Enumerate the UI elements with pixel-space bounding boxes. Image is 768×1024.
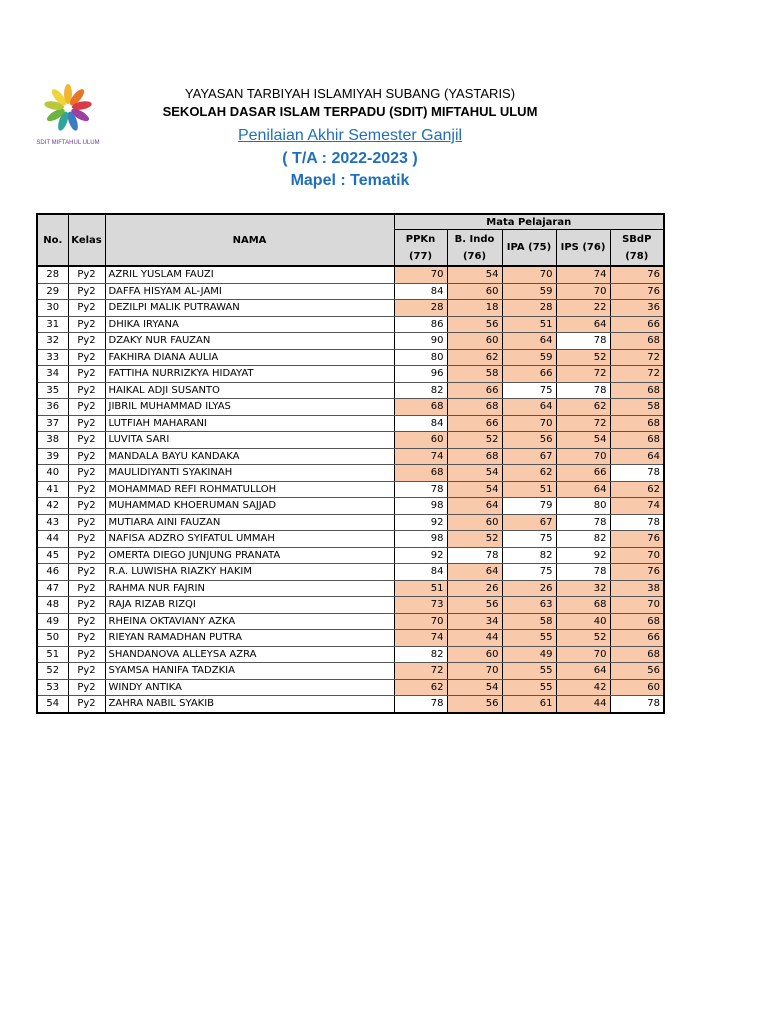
table-row <box>37 415 664 432</box>
row-kelas: Py2 <box>68 300 105 317</box>
score-ips: 78 <box>556 564 610 581</box>
score-ips: 52 <box>556 349 610 366</box>
score-ipa: 62 <box>502 465 556 482</box>
table-row <box>37 382 664 399</box>
row-no: 51 <box>37 646 68 663</box>
row-nama: RAHMA NUR FAJRIN <box>105 580 394 597</box>
report-title: Penilaian Akhir Semester Ganjil <box>237 127 463 144</box>
table-row <box>37 514 664 531</box>
row-nama: SHANDANOVA ALLEYSA AZRA <box>105 646 394 663</box>
score-ppkn: 51 <box>394 580 447 597</box>
row-no: 37 <box>37 415 68 432</box>
score-ipa: 59 <box>502 283 556 300</box>
score-ips: 22 <box>556 300 610 317</box>
row-nama: NAFISA ADZRO SYIFATUL UMMAH <box>105 531 394 548</box>
table-row <box>37 283 664 300</box>
score-ppkn: 84 <box>394 283 447 300</box>
score-sbdp: 36 <box>610 300 664 317</box>
row-kelas: Py2 <box>68 663 105 680</box>
row-no: 46 <box>37 564 68 581</box>
table-row <box>37 580 664 597</box>
row-nama: RHEINA OKTAVIANY AZKA <box>105 613 394 630</box>
score-ips: 78 <box>556 514 610 531</box>
row-nama: ZAHRA NABIL SYAKIB <box>105 696 394 713</box>
score-bindo: 54 <box>447 679 502 696</box>
table-row <box>37 349 664 366</box>
score-sbdp: 68 <box>610 613 664 630</box>
score-ips: 64 <box>556 663 610 680</box>
row-nama: MANDALA BAYU KANDAKA <box>105 448 394 465</box>
score-ipa: 58 <box>502 613 556 630</box>
score-ppkn: 68 <box>394 399 447 416</box>
score-ppkn: 90 <box>394 333 447 350</box>
score-sbdp: 58 <box>610 399 664 416</box>
row-kelas: Py2 <box>68 415 105 432</box>
score-sbdp: 66 <box>610 316 664 333</box>
score-ipa: 75 <box>502 382 556 399</box>
score-sbdp: 76 <box>610 266 664 283</box>
score-ipa: 56 <box>502 432 556 449</box>
score-ips: 78 <box>556 333 610 350</box>
table-row <box>37 663 664 680</box>
row-nama: MUTIARA AINI FAUZAN <box>105 514 394 531</box>
table-row <box>37 630 664 647</box>
score-sbdp: 66 <box>610 630 664 647</box>
score-sbdp: 72 <box>610 349 664 366</box>
score-bindo: 52 <box>447 432 502 449</box>
table-row <box>37 465 664 482</box>
table-row <box>37 266 664 283</box>
col-header-ips: IPS (76) <box>556 230 610 267</box>
score-sbdp: 64 <box>610 448 664 465</box>
score-sbdp: 56 <box>610 663 664 680</box>
score-ppkn: 92 <box>394 547 447 564</box>
score-ppkn: 72 <box>394 663 447 680</box>
score-sbdp: 68 <box>610 382 664 399</box>
col-header-ppkn: PPKn (77) <box>394 230 447 267</box>
score-ips: 64 <box>556 316 610 333</box>
row-no: 29 <box>37 283 68 300</box>
score-ipa: 75 <box>502 531 556 548</box>
score-bindo: 68 <box>447 399 502 416</box>
score-ips: 40 <box>556 613 610 630</box>
score-ppkn: 82 <box>394 646 447 663</box>
row-kelas: Py2 <box>68 679 105 696</box>
score-ppkn: 70 <box>394 266 447 283</box>
score-bindo: 60 <box>447 333 502 350</box>
row-no: 44 <box>37 531 68 548</box>
score-sbdp: 68 <box>610 432 664 449</box>
row-kelas: Py2 <box>68 630 105 647</box>
score-bindo: 78 <box>447 547 502 564</box>
score-bindo: 34 <box>447 613 502 630</box>
row-no: 35 <box>37 382 68 399</box>
row-nama: DZAKY NUR FAUZAN <box>105 333 394 350</box>
table-row <box>37 316 664 333</box>
score-bindo: 64 <box>447 498 502 515</box>
score-sbdp: 78 <box>610 514 664 531</box>
score-ppkn: 62 <box>394 679 447 696</box>
row-no: 54 <box>37 696 68 713</box>
score-bindo: 60 <box>447 514 502 531</box>
row-kelas: Py2 <box>68 531 105 548</box>
score-ipa: 28 <box>502 300 556 317</box>
score-ips: 70 <box>556 283 610 300</box>
score-bindo: 64 <box>447 564 502 581</box>
score-ipa: 59 <box>502 349 556 366</box>
col-header-no: No. <box>37 214 68 266</box>
score-ips: 70 <box>556 646 610 663</box>
score-ips: 44 <box>556 696 610 713</box>
score-ipa: 49 <box>502 646 556 663</box>
score-bindo: 60 <box>447 283 502 300</box>
score-sbdp: 62 <box>610 481 664 498</box>
score-sbdp: 68 <box>610 333 664 350</box>
col-header-bindo: B. Indo (76) <box>447 230 502 267</box>
row-no: 40 <box>37 465 68 482</box>
score-ipa: 51 <box>502 481 556 498</box>
score-sbdp: 68 <box>610 646 664 663</box>
table-row <box>37 498 664 515</box>
score-ppkn: 60 <box>394 432 447 449</box>
score-ppkn: 84 <box>394 415 447 432</box>
table-row <box>37 613 664 630</box>
score-ppkn: 28 <box>394 300 447 317</box>
score-bindo: 54 <box>447 481 502 498</box>
row-kelas: Py2 <box>68 613 105 630</box>
row-kelas: Py2 <box>68 333 105 350</box>
score-ipa: 64 <box>502 333 556 350</box>
row-nama: HAIKAL ADJI SUSANTO <box>105 382 394 399</box>
row-no: 53 <box>37 679 68 696</box>
row-kelas: Py2 <box>68 316 105 333</box>
score-sbdp: 38 <box>610 580 664 597</box>
row-no: 32 <box>37 333 68 350</box>
score-ips: 52 <box>556 630 610 647</box>
score-ipa: 70 <box>502 266 556 283</box>
col-header-kelas: Kelas <box>68 214 105 266</box>
score-bindo: 70 <box>447 663 502 680</box>
table-row <box>37 399 664 416</box>
score-ips: 66 <box>556 465 610 482</box>
score-ppkn: 73 <box>394 597 447 614</box>
row-kelas: Py2 <box>68 366 105 383</box>
score-sbdp: 76 <box>610 531 664 548</box>
row-nama: AZRIL YUSLAM FAUZI <box>105 266 394 283</box>
row-no: 42 <box>37 498 68 515</box>
score-sbdp: 76 <box>610 564 664 581</box>
row-nama: SYAMSA HANIFA TADZKIA <box>105 663 394 680</box>
score-ipa: 55 <box>502 630 556 647</box>
row-kelas: Py2 <box>68 564 105 581</box>
score-ips: 68 <box>556 597 610 614</box>
score-sbdp: 74 <box>610 498 664 515</box>
table-row <box>37 448 664 465</box>
score-ips: 72 <box>556 366 610 383</box>
grade-rows <box>37 266 664 713</box>
score-bindo: 58 <box>447 366 502 383</box>
row-kelas: Py2 <box>68 547 105 564</box>
row-kelas: Py2 <box>68 432 105 449</box>
score-ipa: 79 <box>502 498 556 515</box>
row-kelas: Py2 <box>68 283 105 300</box>
score-ppkn: 86 <box>394 316 447 333</box>
score-ppkn: 82 <box>394 382 447 399</box>
score-ipa: 66 <box>502 366 556 383</box>
score-ppkn: 74 <box>394 448 447 465</box>
row-no: 39 <box>37 448 68 465</box>
school-logo <box>30 82 106 148</box>
row-nama: LUVITA SARI <box>105 432 394 449</box>
score-ipa: 55 <box>502 663 556 680</box>
score-ppkn: 96 <box>394 366 447 383</box>
score-ipa: 64 <box>502 399 556 416</box>
score-bindo: 54 <box>447 266 502 283</box>
score-sbdp: 78 <box>610 696 664 713</box>
row-nama: JIBRIL MUHAMMAD ILYAS <box>105 399 394 416</box>
row-no: 36 <box>37 399 68 416</box>
score-sbdp: 76 <box>610 283 664 300</box>
grades-table <box>36 213 665 714</box>
row-kelas: Py2 <box>68 266 105 283</box>
score-ppkn: 68 <box>394 465 447 482</box>
score-bindo: 44 <box>447 630 502 647</box>
row-no: 52 <box>37 663 68 680</box>
row-nama: MUHAMMAD KHOERUMAN SAJJAD <box>105 498 394 515</box>
row-kelas: Py2 <box>68 349 105 366</box>
score-ppkn: 98 <box>394 531 447 548</box>
row-kelas: Py2 <box>68 399 105 416</box>
row-no: 31 <box>37 316 68 333</box>
score-bindo: 66 <box>447 415 502 432</box>
score-bindo: 66 <box>447 382 502 399</box>
score-ips: 78 <box>556 382 610 399</box>
row-no: 47 <box>37 580 68 597</box>
score-bindo: 56 <box>447 597 502 614</box>
row-no: 49 <box>37 613 68 630</box>
row-no: 34 <box>37 366 68 383</box>
row-nama: OMERTA DIEGO JUNJUNG PRANATA <box>105 547 394 564</box>
row-no: 38 <box>37 432 68 449</box>
col-header-sbdp: SBdP (78) <box>610 230 664 267</box>
score-sbdp: 68 <box>610 415 664 432</box>
row-nama: WINDY ANTIKA <box>105 679 394 696</box>
row-no: 43 <box>37 514 68 531</box>
row-kelas: Py2 <box>68 597 105 614</box>
score-ips: 92 <box>556 547 610 564</box>
score-ipa: 70 <box>502 415 556 432</box>
table-row <box>37 432 664 449</box>
score-ipa: 75 <box>502 564 556 581</box>
row-kelas: Py2 <box>68 580 105 597</box>
score-ips: 82 <box>556 531 610 548</box>
table-row <box>37 531 664 548</box>
row-kelas: Py2 <box>68 465 105 482</box>
score-ips: 74 <box>556 266 610 283</box>
col-header-nama: NAMA <box>105 214 394 266</box>
table-row <box>37 646 664 663</box>
table-row <box>37 696 664 713</box>
table-row <box>37 564 664 581</box>
score-bindo: 26 <box>447 580 502 597</box>
row-kelas: Py2 <box>68 696 105 713</box>
score-ipa: 67 <box>502 514 556 531</box>
score-ips: 32 <box>556 580 610 597</box>
row-no: 28 <box>37 266 68 283</box>
score-ppkn: 84 <box>394 564 447 581</box>
table-row <box>37 597 664 614</box>
col-header-ipa: IPA (75) <box>502 230 556 267</box>
row-nama: RAJA RIZAB RIZQI <box>105 597 394 614</box>
score-sbdp: 78 <box>610 465 664 482</box>
organization-name: YAYASAN TARBIYAH ISLAMIYAH SUBANG (YASTARIS) <box>184 86 516 101</box>
row-kelas: Py2 <box>68 646 105 663</box>
row-nama: R.A. LUWISHA RIAZKY HAKIM <box>105 564 394 581</box>
score-ips: 54 <box>556 432 610 449</box>
score-sbdp: 60 <box>610 679 664 696</box>
col-group-mata-pelajaran: Mata Pelajaran <box>394 214 664 230</box>
score-bindo: 54 <box>447 465 502 482</box>
score-ips: 64 <box>556 481 610 498</box>
row-nama: MAULIDIYANTI SYAKINAH <box>105 465 394 482</box>
academic-year: ( T/A : 2022-2023 ) <box>282 150 418 167</box>
row-nama: RIEYAN RAMADHAN PUTRA <box>105 630 394 647</box>
score-bindo: 56 <box>447 316 502 333</box>
row-no: 45 <box>37 547 68 564</box>
score-ipa: 82 <box>502 547 556 564</box>
score-ipa: 26 <box>502 580 556 597</box>
score-ipa: 55 <box>502 679 556 696</box>
table-row <box>37 300 664 317</box>
score-ppkn: 92 <box>394 514 447 531</box>
row-nama: FAKHIRA DIANA AULIA <box>105 349 394 366</box>
row-no: 48 <box>37 597 68 614</box>
score-ppkn: 80 <box>394 349 447 366</box>
score-sbdp: 72 <box>610 366 664 383</box>
score-ppkn: 70 <box>394 613 447 630</box>
score-ipa: 63 <box>502 597 556 614</box>
score-ppkn: 98 <box>394 498 447 515</box>
row-kelas: Py2 <box>68 448 105 465</box>
subject-label: Mapel : Tematik <box>290 172 410 189</box>
table-row <box>37 366 664 383</box>
table-row <box>37 333 664 350</box>
row-kelas: Py2 <box>68 514 105 531</box>
score-ipa: 51 <box>502 316 556 333</box>
row-nama: DEZILPI MALIK PUTRAWAN <box>105 300 394 317</box>
score-ips: 62 <box>556 399 610 416</box>
score-bindo: 62 <box>447 349 502 366</box>
row-nama: MOHAMMAD REFI ROHMATULLOH <box>105 481 394 498</box>
score-sbdp: 70 <box>610 547 664 564</box>
score-ppkn: 78 <box>394 481 447 498</box>
score-ips: 80 <box>556 498 610 515</box>
score-ipa: 61 <box>502 696 556 713</box>
table-row <box>37 679 664 696</box>
score-sbdp: 70 <box>610 597 664 614</box>
row-no: 41 <box>37 481 68 498</box>
row-nama: LUTFIAH MAHARANI <box>105 415 394 432</box>
row-kelas: Py2 <box>68 382 105 399</box>
score-ips: 72 <box>556 415 610 432</box>
table-row <box>37 547 664 564</box>
score-bindo: 60 <box>447 646 502 663</box>
score-ips: 70 <box>556 448 610 465</box>
score-ipa: 67 <box>502 448 556 465</box>
score-ppkn: 78 <box>394 696 447 713</box>
row-kelas: Py2 <box>68 481 105 498</box>
score-bindo: 52 <box>447 531 502 548</box>
table-row <box>37 481 664 498</box>
row-no: 30 <box>37 300 68 317</box>
school-name: SEKOLAH DASAR ISLAM TERPADU (SDIT) MIFTAHUL ULUM <box>162 104 538 119</box>
row-no: 50 <box>37 630 68 647</box>
row-kelas: Py2 <box>68 498 105 515</box>
score-bindo: 68 <box>447 448 502 465</box>
score-ips: 42 <box>556 679 610 696</box>
svg-text:SDIT MIFTAHUL ULUM: SDIT MIFTAHUL ULUM <box>36 140 100 146</box>
score-bindo: 56 <box>447 696 502 713</box>
row-nama: DHIKA IRYANA <box>105 316 394 333</box>
score-bindo: 18 <box>447 300 502 317</box>
score-ppkn: 74 <box>394 630 447 647</box>
row-nama: FATTIHA NURRIZKYA HIDAYAT <box>105 366 394 383</box>
row-no: 33 <box>37 349 68 366</box>
row-nama: DAFFA HISYAM AL-JAMI <box>105 283 394 300</box>
